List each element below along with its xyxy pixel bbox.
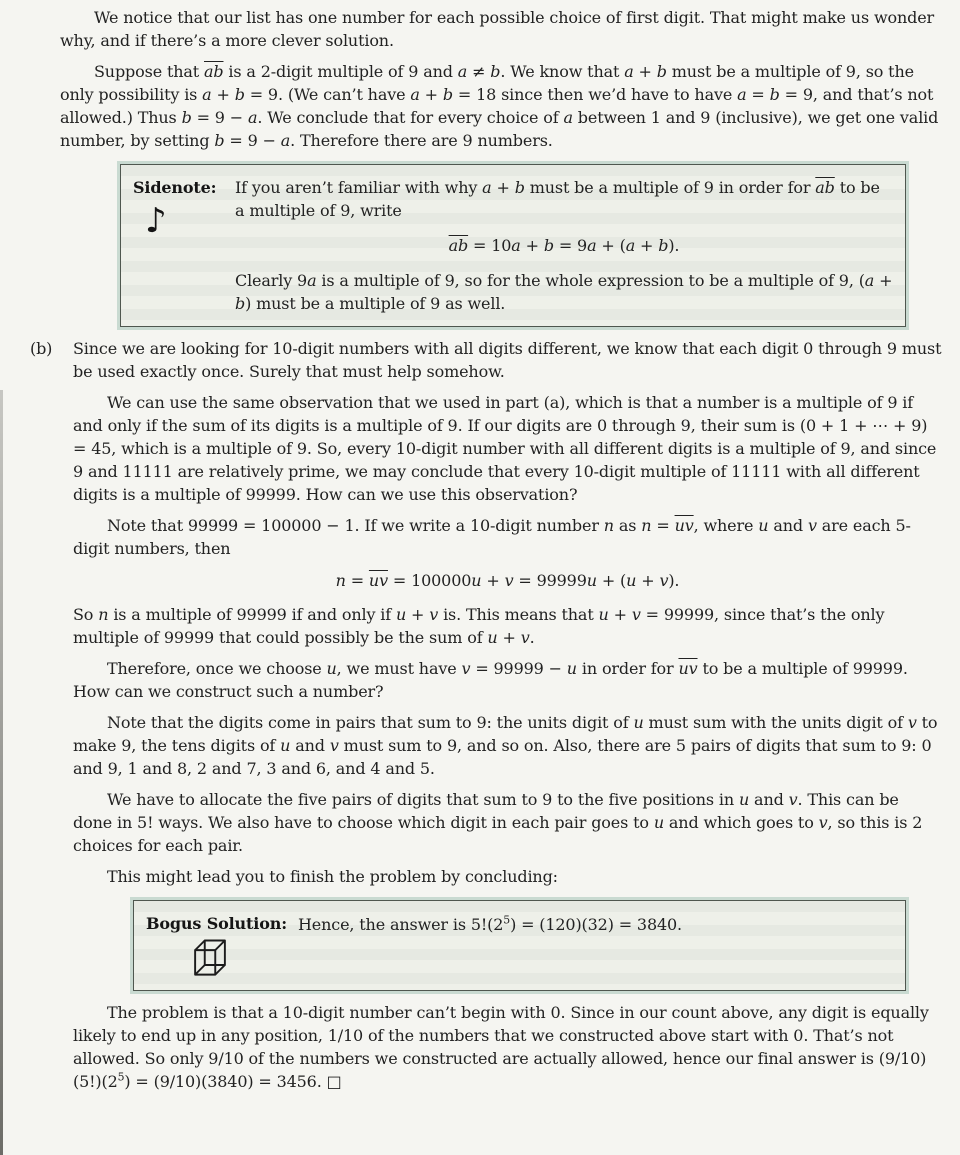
- part-b-paragraph-8: This might lead you to finish the problem by concluding:: [107, 867, 558, 886]
- part-b-paragraph-2: We can use the same observation that we used in part (a), which is that a number is a multiple of 9 if and only if the sum of its digits is a multiple of 9. If our digits are 0 through 9, their sum is (0 + 1 + ⋯ + 9) = 45, which is a multiple of 9. So, every 10-digit number with all different digits is a multiple of 9, and since 9 and 11111 are relatively prime, we may conclude that every 10-digit multiple of 11111 with all different digits is a multiple of 99999. How can we use this observation?: [73, 393, 937, 504]
- sidenote-text-intro: If you aren’t familiar with why a + b must be a multiple of 9 in order for $\overline{ab}$ to be a multiple of 9, write: [235, 178, 880, 220]
- item-b-marker: (b): [30, 339, 53, 358]
- paragraph-notice: We notice that our list has one number for each possible choice of first digit. That might make us wonder why, and if there’s a more clever solution.: [60, 8, 935, 50]
- bogus-solution-label: Bogus Solution:: [146, 914, 287, 933]
- closing-paragraph: The problem is that a 10-digit number can’t begin with 0. Since in our count above, any digit is equally likely to end up in any position, 1/10 of the numbers that we constructed above start with 0. That’s not allowed. So only 9/10 of the numbers we constructed are actually allowed, hence our final answer is $(9/10)(5!)(2^5) = (9/10)(3840) = 3456$. □: [73, 1003, 929, 1091]
- sidenote-box: [120, 164, 906, 327]
- bogus-label-column: [146, 912, 288, 979]
- part-b-paragraph-6: Note that the digits come in pairs that sum to 9: the units digit of u must sum with the units digit of v to make 9, the tens digits of u and v must sum to 9, and so on. Also, there are 5 pairs of digits that sum to 9: 0 and 9, 1 and 8, 2 and 7, 3 and 6, and 4 and 5.: [73, 713, 938, 778]
- part-b-paragraph-7: We have to allocate the five pairs of digits that sum to 9 to the five positions in u and v. This can be done in 5! ways. We also have to choose which digit in each pair goes to u and which goes to v, so this is 2 choices for each pair.: [73, 790, 923, 855]
- sidenote-content: [235, 176, 893, 315]
- part-b-content: [73, 337, 942, 1093]
- sidenote-label-column: [133, 176, 225, 315]
- uv-equation: $n = \overline{uv} = 100000u + v = 99999u + (u + v)$.: [335, 571, 680, 590]
- part-b-paragraph-3: Note that 99999 = 100000 − 1. If we write a 10-digit number n as $n = \overline{uv}$, where u and v are each 5-digit numbers, then: [73, 516, 911, 558]
- intro-section: [60, 6, 942, 327]
- bogus-solution-text: Hence, the answer is $5!(2^5) = (120)(32) = 3840$.: [298, 913, 682, 934]
- paragraph-suppose: Suppose that $\overline{ab}$ is a 2-digit multiple of 9 and a ≠ b. We know that a + b must be a multiple of 9, so the only possibility is a + b = 9. (We can’t have a + b = 18 since then we’d have to have a = b = 9, and that’s not allowed.) Thus b = 9 − a. We conclude that for every choice of a between 1 and 9 (inclusive), we get one valid number, by setting b = 9 − a. Therefore there are 9 numbers.: [60, 62, 939, 150]
- sidenote-text-outro: Clearly 9a is a multiple of 9, so for the whole expression to be a multiple of 9, (a + b) must be a multiple of 9 as well.: [235, 271, 893, 313]
- bogus-solution-box: [133, 900, 906, 991]
- bogus-content: [298, 912, 893, 979]
- part-b-paragraph-1: Since we are looking for 10-digit numbers with all digits different, we know that each digit 0 through 9 must be used exactly once. Surely that must help somehow.: [73, 339, 942, 381]
- sidenote-equation: $\overline{ab} = 10a + b = 9a + (a + b)$.: [448, 236, 680, 255]
- part-b-section: [30, 337, 942, 1093]
- eighth-note-icon: ♪: [145, 201, 167, 241]
- part-b-paragraph-5: Therefore, once we choose u, we must have v = 99999 − u in order for $\overline{uv}$ to be a multiple of 99999. How can we construct such a number?: [73, 659, 908, 701]
- wireframe-box-icon: [192, 937, 228, 979]
- sidenote-label: Sidenote:: [133, 178, 217, 197]
- part-b-paragraph-4: So n is a multiple of 99999 if and only if u + v is. This means that u + v = 99999, since that’s the only multiple of 99999 that could possibly be the sum of u + v.: [73, 605, 885, 647]
